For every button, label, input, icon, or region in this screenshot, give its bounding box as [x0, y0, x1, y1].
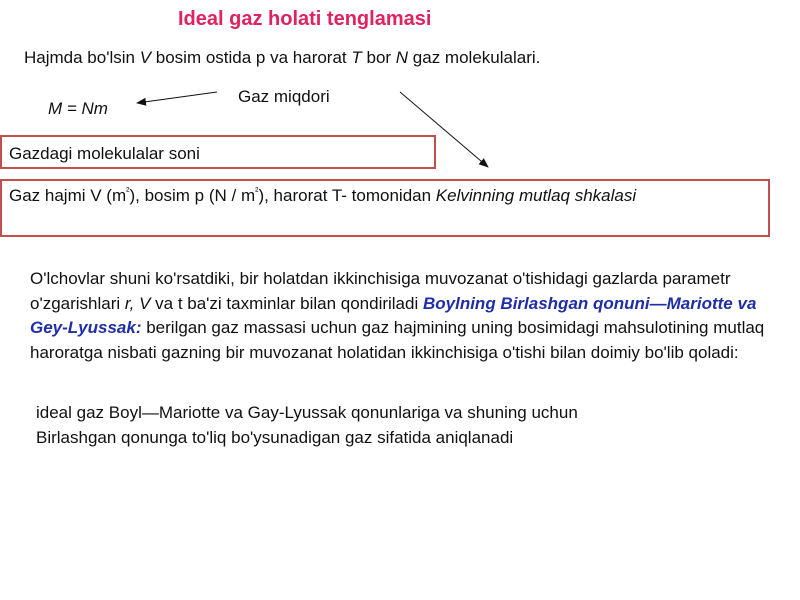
intro-var-t: T — [351, 48, 362, 67]
paragraph-text-1: O'lchovlar shuni ko'rsatdiki, bir holatdan ikkinchisiga muvozanat o'tishidagi gazlarda parametr o'zgarishlari — [30, 269, 731, 313]
slide-title: Ideal gaz holati tenglamasi — [178, 8, 432, 30]
params-text-1: Gaz hajmi V (m — [9, 186, 127, 205]
arrow-to-formula — [137, 92, 217, 103]
paragraph-vars: r, V — [124, 293, 151, 313]
paragraph-text-3: berilgan gaz massasi uchun gaz hajmining uning bosimidagi mahsulotining mutlaq haroratga nisbati gazning bir muvozanat holatidan ikkinchisiga o'tishi bilan doimiy bo'lib qoladi: — [30, 318, 765, 362]
intro-text-4: gaz molekulalari. — [408, 48, 541, 67]
gas-parameters-box — [0, 179, 770, 237]
gas-amount-label: Gaz miqdori — [238, 87, 330, 106]
closing-line-1: ideal gaz Boyl—Mariotte va Gay-Lyussak qonunlariga va shuning uchun — [36, 403, 578, 422]
kelvin-scale-text: Kelvinning mutlaq shkalasi — [435, 186, 637, 205]
intro-text-2: bosim ostida p va harorat — [151, 48, 352, 67]
params-text-3: ), harorat T- tomonidan — [258, 186, 436, 205]
intro-text-3: bor — [361, 48, 396, 67]
params-text-2: ), bosim p (N / m — [129, 186, 256, 205]
params-sup-2: ² — [255, 186, 259, 198]
mass-formula: M = Nm — [48, 99, 108, 118]
law-paragraph — [30, 267, 780, 365]
combined-law-name: Boylning Birlashgan qonuni—Mariotte va Gey-Lyussak: — [30, 293, 757, 337]
closing-line-2: Birlashgan qonunga to'liq bo'ysunadigan gaz sifatida aniqlanadi — [36, 428, 514, 447]
paragraph-text-2: va t ba'zi taxminlar bilan qondiriladi — [150, 293, 423, 313]
intro-var-v: V — [139, 48, 152, 67]
intro-text-1: Hajmda bo'lsin — [24, 48, 140, 67]
params-sup-1: ² — [126, 186, 130, 198]
closing-text — [36, 400, 776, 450]
intro-var-n: N — [395, 48, 409, 67]
molecule-count-box: Gazdagi molekulalar soni — [0, 135, 436, 169]
